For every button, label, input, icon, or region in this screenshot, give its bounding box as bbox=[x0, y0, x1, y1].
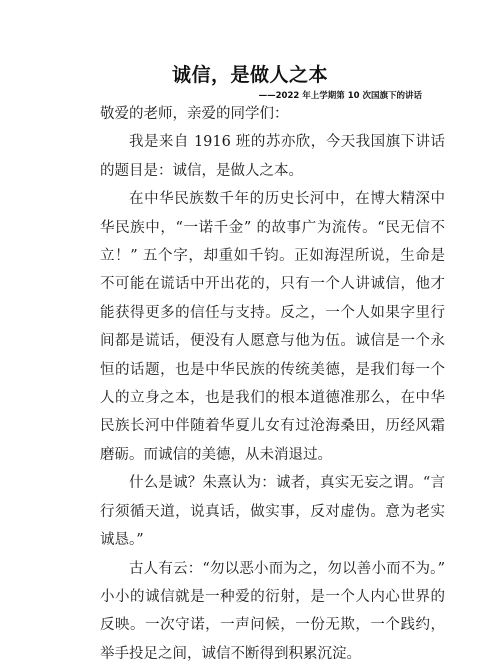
paragraph: 我是来自 1916 班的苏亦欣，今天我国旗下讲话的题目是：诚信，是做人之本。 bbox=[100, 128, 445, 185]
speech-body bbox=[100, 100, 445, 668]
paragraph: 在中华民族数千年的历史长河中，在博大精深中华民族中，“一诺千金” 的故事广为流传。“民无信不立！” 五个字，却重如千钧。正如海涅所说，生命是不可能在谎话中开出花的，只有一个人讲诚信，他才能获得更多的信任与支持。反之，一个人如果字里行间都是谎话，便没有人愿意与他为伍。诚信是一个永恒的话题，也是中华民族的传统美德，是我们每一个人的立身之本，也是我们的根本道德准那么，在中华民族长河中伴随着华夏儿女有过沧海桑田，历经风霜磨砺。而诚信的美德，从未消退过。 bbox=[100, 185, 445, 469]
paragraph: 古人有云：“勿以恶小而为之，勿以善小而不为。” 小小的诚信就是一种爱的衍射，是一个人内心世界的反映。一次守诺，一声问候，一份无欺，一个践约，举手投足之间，诚信不断得到积累沉淀。 bbox=[100, 555, 445, 668]
page-title: 诚信，是做人之本 bbox=[0, 60, 500, 87]
paragraph: 什么是诚？朱熹认为：诚者，真实无妄之谓。“言行须循天道，说真话，做实事，反对虚伪。意为老实诚恳。” bbox=[100, 469, 445, 554]
page-subtitle: ——2022 年上学期第 10 次国旗下的讲话 bbox=[259, 89, 422, 101]
salutation: 敬爱的老师，亲爱的同学们： bbox=[100, 100, 445, 128]
